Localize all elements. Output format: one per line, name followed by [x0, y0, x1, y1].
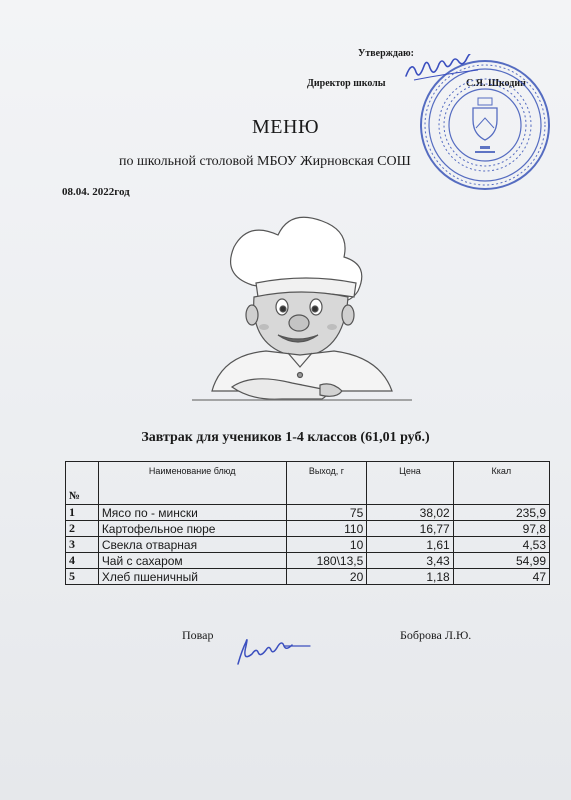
cook-label: Повар [182, 628, 214, 642]
header-output: Выход, г [286, 462, 367, 505]
row-dish-name: Картофельное пюре [98, 521, 286, 537]
table-row [66, 521, 550, 537]
row-kcal: 47 [453, 569, 549, 585]
table-row [66, 553, 550, 569]
table-header-row [66, 462, 550, 505]
row-dish-name: Хлеб пшеничный [98, 569, 286, 585]
header-kcal: Ккал [453, 462, 549, 505]
row-kcal: 4,53 [453, 537, 549, 553]
row-price: 1,61 [367, 537, 453, 553]
row-number: 4 [66, 553, 99, 569]
menu-date: 08.04. 2022год [62, 186, 130, 198]
table-row [66, 537, 550, 553]
row-price: 38,02 [367, 505, 453, 521]
page-title: МЕНЮ [252, 116, 319, 138]
row-kcal: 97,8 [453, 521, 549, 537]
row-output: 20 [286, 569, 367, 585]
row-number: 1 [66, 505, 99, 521]
chef-illustration [192, 215, 412, 405]
header-price: Цена [367, 462, 453, 505]
row-kcal: 54,99 [453, 553, 549, 569]
row-output: 110 [286, 521, 367, 537]
header-number: № [66, 462, 99, 505]
row-dish-name: Свекла отварная [98, 537, 286, 553]
cook-name: Боброва Л.Ю. [400, 628, 472, 642]
director-title: Директор школы [307, 78, 386, 89]
approve-label: Утверждаю: [358, 48, 414, 59]
cook-signature-icon [232, 632, 314, 668]
director-name: С.Я. Шкодин [466, 78, 526, 89]
table-row [66, 569, 550, 585]
row-price: 16,77 [367, 521, 453, 537]
row-number: 2 [66, 521, 99, 537]
row-number: 5 [66, 569, 99, 585]
director-signature-icon [404, 54, 484, 84]
menu-table [65, 461, 550, 585]
row-kcal: 235,9 [453, 505, 549, 521]
row-price: 1,18 [367, 569, 453, 585]
row-output: 180\13,5 [286, 553, 367, 569]
meal-heading: Завтрак для учеников 1-4 классов (61,01 руб.) [141, 430, 430, 445]
row-output: 75 [286, 505, 367, 521]
table-row [66, 505, 550, 521]
row-dish-name: Мясо по - мински [98, 505, 286, 521]
row-dish-name: Чай с сахаром [98, 553, 286, 569]
header-dish-name: Наименование блюд [98, 462, 286, 505]
row-number: 3 [66, 537, 99, 553]
school-subtitle: по школьной столовой МБОУ Жирновская СОШ [119, 154, 411, 169]
row-output: 10 [286, 537, 367, 553]
row-price: 3,43 [367, 553, 453, 569]
